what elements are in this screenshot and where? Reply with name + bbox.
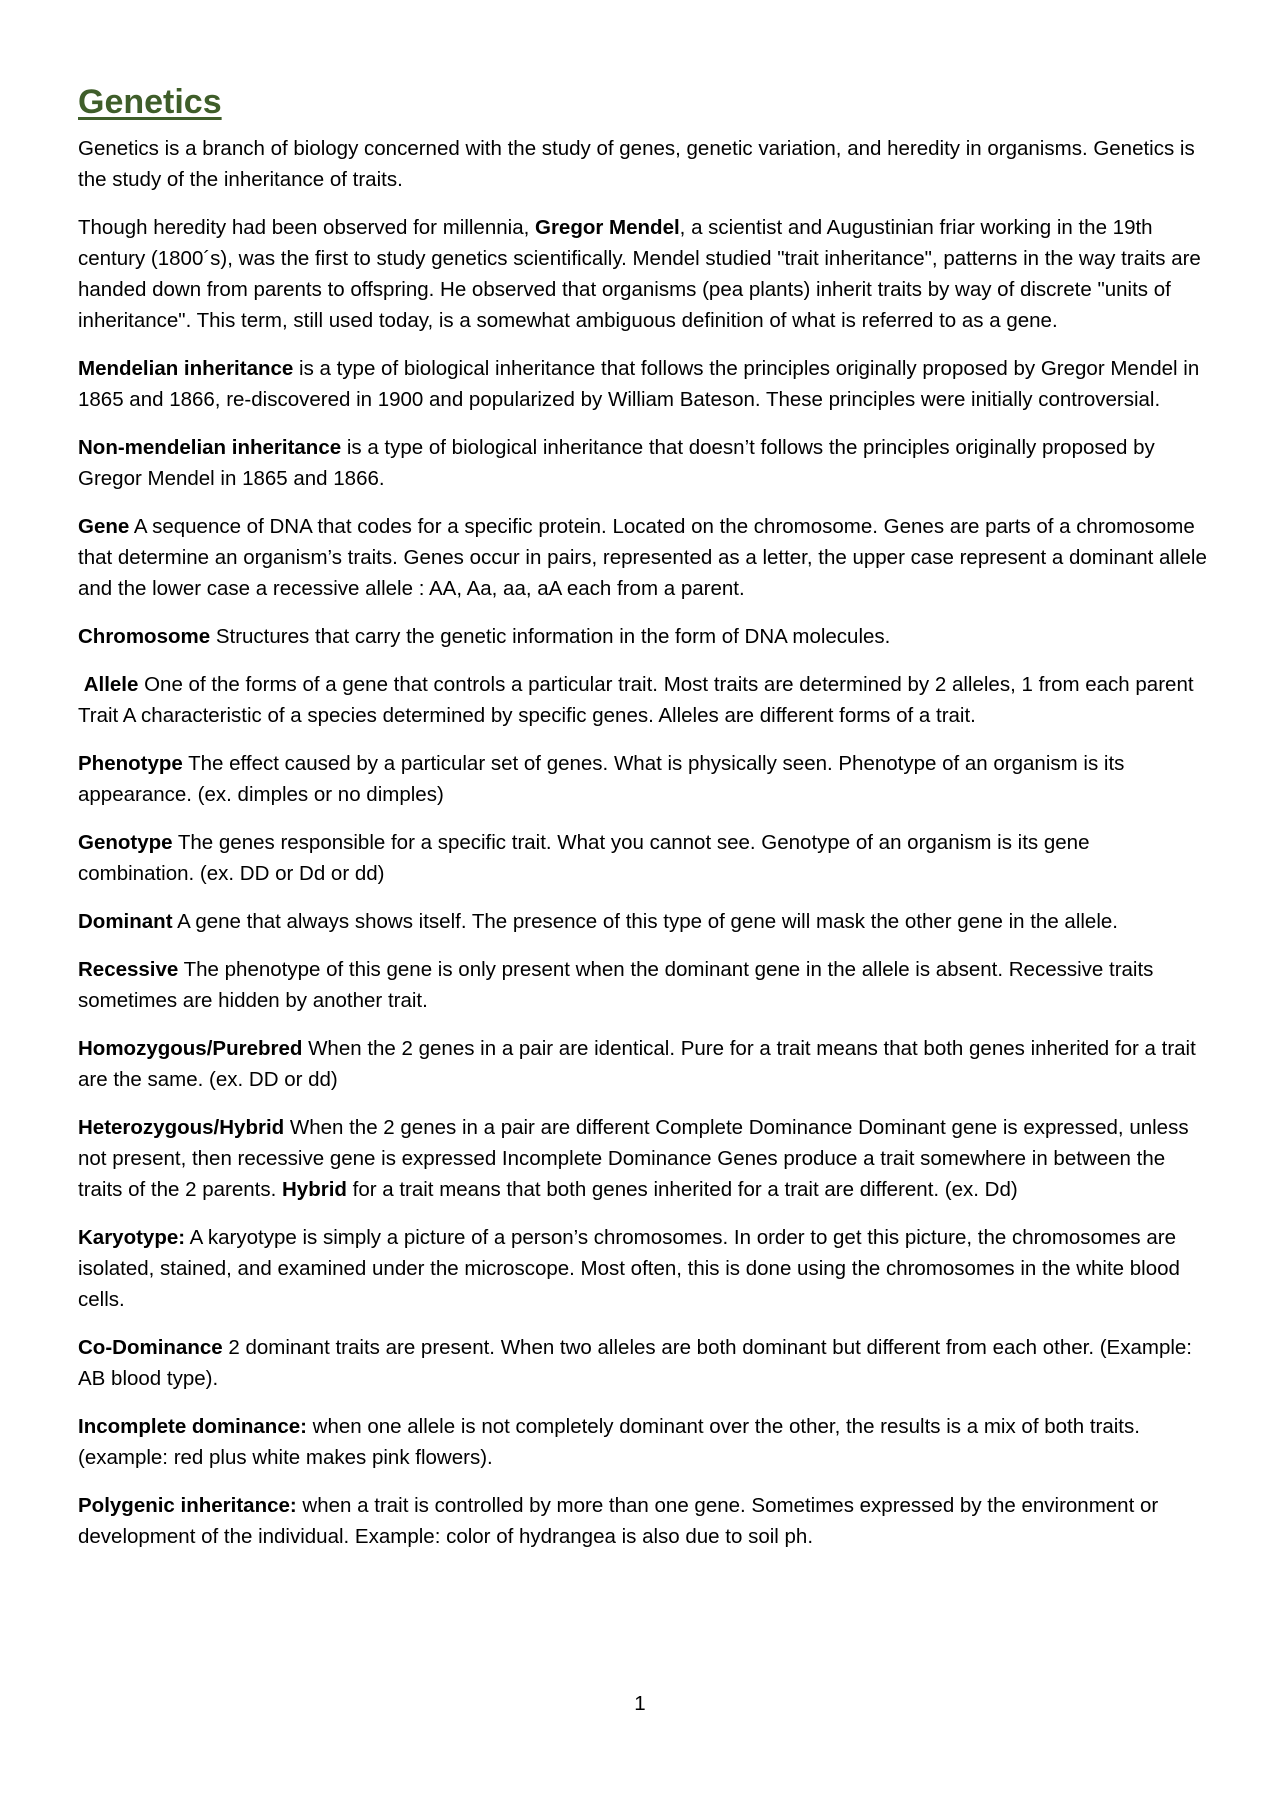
paragraph-text: Though heredity had been observed for millennia, <box>78 216 535 239</box>
definition-text: When the 2 genes in a pair are identical. Pure for a trait means that both genes inherited for a trait are the same. (ex. DD or dd) <box>78 1037 1196 1091</box>
intro-paragraph <box>78 133 1208 195</box>
definition-term: Chromosome <box>78 625 211 648</box>
definition-text: 2 dominant traits are present. When two alleles are both dominant but different from each other. (Example: AB blood type). <box>78 1336 1192 1390</box>
definition-text: The genes responsible for a specific trait. What you cannot see. Genotype of an organism is its gene combination. (ex. DD or Dd or dd) <box>78 831 1090 885</box>
definition-allele <box>78 669 1208 731</box>
definition-term: Homozygous/Purebred <box>78 1037 303 1060</box>
definition-genotype <box>78 827 1208 889</box>
definition-non-mendelian-inheritance <box>78 432 1208 494</box>
bold-name: Gregor Mendel <box>535 216 680 239</box>
definition-text: A karyotype is simply a picture of a person’s chromosomes. In order to get this picture, the chromosomes are isolated, stained, and examined under the microscope. Most often, this is done using the chromosomes in the white blood cells. <box>78 1226 1180 1311</box>
definition-term: Recessive <box>78 958 179 981</box>
definition-text: when a trait is controlled by more than one gene. Sometimes expressed by the environment or development of the individual. Example: color of hydrangea is also due to soil ph. <box>78 1494 1159 1548</box>
definition-incomplete-dominance <box>78 1411 1208 1473</box>
mendel-paragraph <box>78 212 1208 336</box>
page-number: 1 <box>634 1692 646 1715</box>
definition-term: Heterozygous/Hybrid <box>78 1116 285 1139</box>
definition-dominant <box>78 906 1208 937</box>
definition-term: Allele <box>83 673 139 696</box>
definition-recessive <box>78 954 1208 1016</box>
definition-term: Non-mendelian inheritance <box>78 436 342 459</box>
definition-text: A gene that always shows itself. The presence of this type of gene will mask the other gene in the allele. <box>172 910 1118 933</box>
definition-heterozygous <box>78 1112 1208 1205</box>
paragraph-text: Genetics is a branch of biology concerned with the study of genes, genetic variation, and heredity in organisms. Genetics is the study of the inheritance of traits. <box>78 137 1195 191</box>
definition-polygenic-inheritance <box>78 1490 1208 1552</box>
definition-co-dominance <box>78 1332 1208 1394</box>
definition-term: Karyotype: <box>78 1226 186 1249</box>
definition-term: Gene <box>78 515 130 538</box>
definition-text: is a type of biological inheritance that follows the principles originally proposed by Gregor Mendel in 1865 and 1866, re-discovered in 1900 and popularized by William Bateson. These principles were initially controversial. <box>78 357 1200 411</box>
paragraph-text: , a scientist and Augustinian friar working in the 19th century (1800´s), was the first to study genetics scientifically. Mendel studied "trait inheritance", patterns in the way traits are handed down from parents to offspring. He observed that organisms (pea plants) inherit traits by way of discrete "units of inheritance". This term, still used today, is a somewhat ambiguous definition of what is referred to as a gene. <box>78 216 1201 332</box>
definition-term: Co-Dominance <box>78 1336 223 1359</box>
definition-term: Dominant <box>78 910 173 933</box>
definition-text: for a trait means that both genes inherited for a trait are different. (ex. Dd) <box>346 1178 1018 1201</box>
definition-phenotype <box>78 748 1208 810</box>
definition-text: when one allele is not completely dominant over the other, the results is a mix of both traits. (example: red plus white makes pink flowers). <box>78 1415 1140 1469</box>
definition-term: Phenotype <box>78 752 183 775</box>
definition-homozygous <box>78 1033 1208 1095</box>
definition-karyotype <box>78 1222 1208 1315</box>
definition-text: One of the forms of a gene that controls a particular trait. Most traits are determined by 2 alleles, 1 from each parent Trait A characteristic of a species determined by specific genes. Alleles are different forms of a trait. <box>78 673 1194 727</box>
definition-term: Mendelian inheritance <box>78 357 294 380</box>
definition-text: Structures that carry the genetic information in the form of DNA molecules. <box>210 625 891 648</box>
definition-text: The phenotype of this gene is only present when the dominant gene in the allele is absent. Recessive traits sometimes are hidden by another trait. <box>78 958 1154 1012</box>
definition-text: A sequence of DNA that codes for a specific protein. Located on the chromosome. Genes are parts of a chromosome that determine an organism’s traits. Genes occur in pairs, represented as a letter, the upper case represent a dominant allele and the lower case a recessive allele : AA, Aa, aa, aA each from a parent. <box>78 515 1207 600</box>
definition-term: Genotype <box>78 831 173 854</box>
definition-mendelian-inheritance <box>78 353 1208 415</box>
definition-term: Polygenic inheritance: <box>78 1494 297 1517</box>
definition-text: The effect caused by a particular set of genes. What is physically seen. Phenotype of an organism is its appearance. (ex. dimples or no dimples) <box>78 752 1125 806</box>
definition-term: Incomplete dominance: <box>78 1415 307 1438</box>
definition-text: When the 2 genes in a pair are different Complete Dominance Dominant gene is expressed, unless not present, then recessive gene is expressed Incomplete Dominance Genes produce a trait somewhere in between the traits of the 2 parents. <box>78 1116 1189 1201</box>
definition-gene <box>78 511 1208 604</box>
definition-text: is a type of biological inheritance that doesn’t follows the principles originally proposed by Gregor Mendel in 1865 and 1866. <box>78 436 1155 490</box>
page-title: Genetics <box>78 83 222 121</box>
definition-chromosome <box>78 621 1208 652</box>
bold-term-inline: Hybrid <box>281 1178 347 1201</box>
